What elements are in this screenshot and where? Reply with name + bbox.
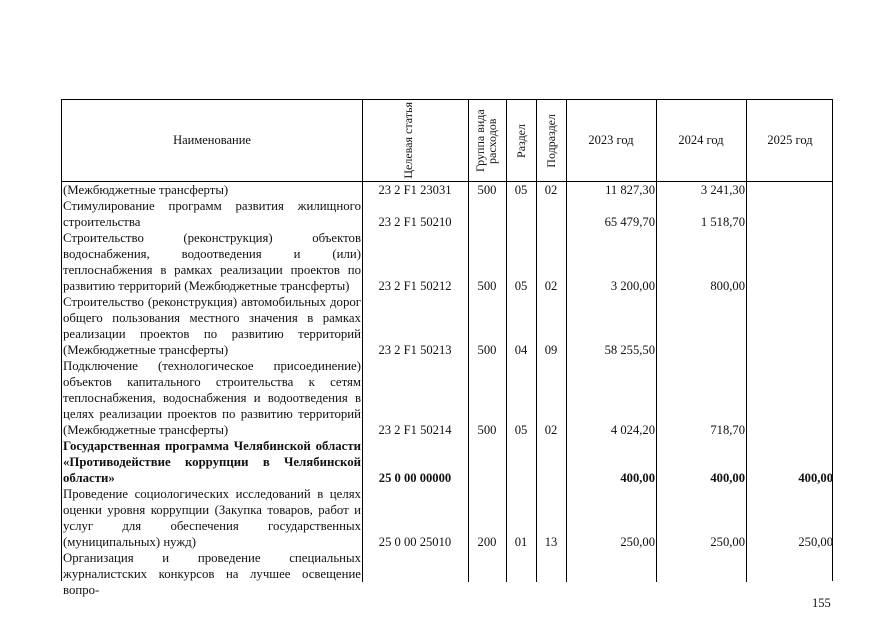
row-2024: 1 518,70 <box>700 215 745 229</box>
row-code: 23 2 F1 50210 <box>378 215 452 229</box>
row-2023: 65 479,70 <box>604 215 655 229</box>
row-group: 500 <box>477 279 497 293</box>
row-subsection: 02 <box>544 279 558 293</box>
row-subsection: 02 <box>544 183 558 197</box>
row-2023: 4 024,20 <box>610 423 655 437</box>
row-2024: 400,00 <box>710 471 745 485</box>
header-2024: 2024 год <box>678 133 724 147</box>
row-name: Строительство (реконструкция) автомобильных дорог общего пользования местного значения в рамках реализации проектов по развитию территорий (Межбюджетные трансферты) <box>63 295 361 357</box>
header-target: Целевая статья <box>401 102 415 179</box>
row-subsection: 13 <box>544 535 558 549</box>
row-section: 05 <box>514 279 528 293</box>
col-divider <box>536 100 537 582</box>
header-name: Наименование <box>173 133 251 147</box>
header-subsection: Подраздел <box>544 113 558 168</box>
row-name: (Межбюджетные трансферты) <box>63 183 229 197</box>
col-divider <box>746 100 747 582</box>
page-number: 155 <box>812 596 831 610</box>
row-2023: 11 827,30 <box>605 183 655 197</box>
row-group: 500 <box>477 343 497 357</box>
row-group: 500 <box>477 183 497 197</box>
row-2023: 58 255,50 <box>604 343 655 357</box>
row-2024: 800,00 <box>710 279 745 293</box>
row-2025: 400,00 <box>798 471 833 485</box>
header-group: Группа вида расходов <box>473 109 499 172</box>
row-group: 500 <box>477 423 497 437</box>
row-section: 05 <box>514 423 528 437</box>
row-2023: 400,00 <box>620 471 655 485</box>
row-section: 01 <box>514 535 528 549</box>
row-2024: 250,00 <box>710 535 745 549</box>
col-divider <box>468 100 469 582</box>
col-divider <box>566 100 567 582</box>
row-subsection: 09 <box>544 343 558 357</box>
row-code: 23 2 F1 50214 <box>378 423 452 437</box>
row-2023: 250,00 <box>620 535 655 549</box>
col-divider <box>362 100 363 582</box>
row-group: 200 <box>477 535 497 549</box>
row-code: 25 0 00 00000 <box>378 471 452 485</box>
row-name: Подключение (технологическое присоединение) объектов капитального строительства к сетям теплоснабжения, водоснабжения и водоотведения в целях реализации проектов по развитию территорий (Межбюджетные трансферты) <box>63 359 361 437</box>
row-code: 23 2 F1 50213 <box>378 343 452 357</box>
row-code: 23 2 F1 23031 <box>378 183 452 197</box>
header-section: Раздел <box>514 123 528 158</box>
row-code: 25 0 00 25010 <box>378 535 452 549</box>
table-header <box>62 100 832 182</box>
row-code: 23 2 F1 50212 <box>378 279 452 293</box>
row-name: Государственная программа Челябинской области «Противодействие коррупции в Челябинской области» <box>63 439 361 485</box>
header-2023: 2023 год <box>588 133 634 147</box>
row-subsection: 02 <box>544 423 558 437</box>
row-2024: 718,70 <box>710 423 745 437</box>
row-section: 04 <box>514 343 528 357</box>
row-2025: 250,00 <box>798 535 833 549</box>
row-2023: 3 200,00 <box>610 279 655 293</box>
row-2024: 3 241,30 <box>700 183 745 197</box>
budget-table <box>61 99 833 597</box>
header-2025: 2025 год <box>767 133 813 147</box>
row-name: Строительство (реконструкция) объектов водоснабжения, водоотведения и (или) теплоснабжения в рамках реализации проектов по развитию территорий (Межбюджетные трансферты) <box>63 231 361 293</box>
row-section: 05 <box>514 183 528 197</box>
col-divider <box>506 100 507 582</box>
row-name: Организация и проведение специальных журналистских конкурсов на лучшее освещение вопро- <box>63 551 361 597</box>
col-divider <box>656 100 657 582</box>
row-name: Стимулирование программ развития жилищного строительства <box>63 199 361 229</box>
row-name: Проведение социологических исследований в целях оценки уровня коррупции (Закупка товаров, работ и услуг для обеспечения государственных (муниципальных) нужд) <box>63 487 361 549</box>
